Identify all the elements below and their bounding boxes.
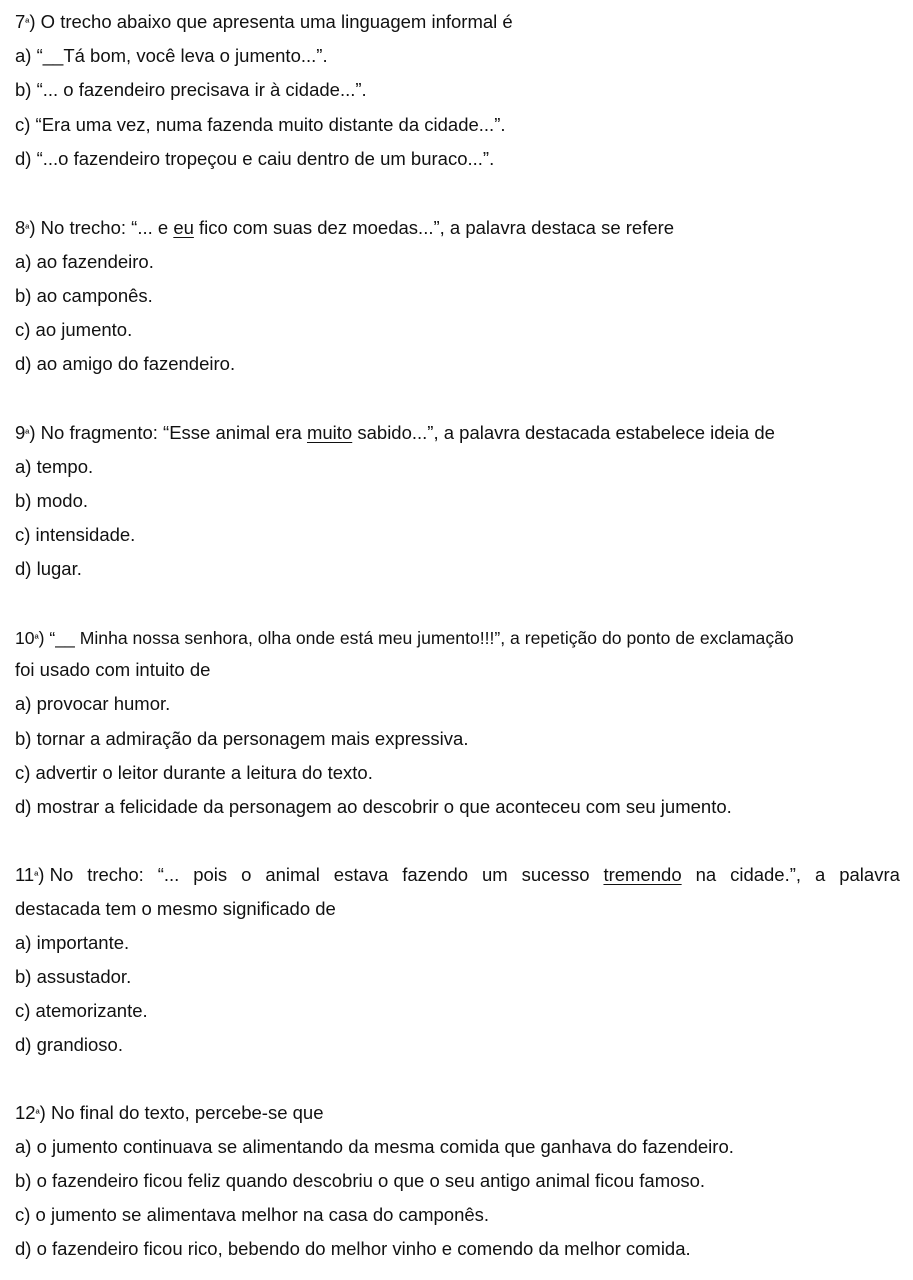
question-8-prompt: $8^ª$) No trecho: “... e eu fico com suas dez moedas...”, a palavra destaca se refere (15, 217, 675, 238)
highlighted-word: eu (173, 217, 194, 238)
question-12-option-b: b) o fazendeiro ficou feliz quando descobriu o que o seu antigo animal ficou famoso. (15, 1170, 706, 1191)
question-9-option-b: b) modo. (15, 490, 89, 511)
question-8-option-a: a) ao fazendeiro. (15, 251, 154, 272)
question-11-prompt-continued: destacada tem o mesmo significado de (15, 898, 336, 919)
question-9-prompt: $9^ª$) No fragmento: “Esse animal era muito sabido...”, a palavra destacada estabelece ideia de (15, 422, 775, 443)
question-12-prompt: $12^ª$) No final do texto, percebe-se que (15, 1102, 324, 1123)
question-9-option-a: a) tempo. (15, 456, 94, 477)
question-10-option-d: d) mostrar a felicidade da personagem ao descobrir o que aconteceu com seu jumento. (15, 796, 732, 817)
question-11-option-a: a) importante. (15, 932, 130, 953)
question-8-option-c: c) ao jumento. (15, 319, 133, 340)
highlighted-word: muito (306, 422, 353, 443)
question-10-option-c: c) advertir o leitor durante a leitura do texto. (15, 762, 373, 783)
question-9-option-c: c) intensidade. (15, 524, 136, 545)
question-7-option-c: c) “Era uma vez, numa fazenda muito distante da cidade...”. (15, 114, 506, 135)
highlighted-word: tremendo (603, 864, 682, 885)
question-12-option-c: c) o jumento se alimentava melhor na casa do camponês. (15, 1204, 490, 1225)
question-8-option-b: b) ao camponês. (15, 285, 153, 306)
question-11-option-b: b) assustador. (15, 966, 132, 987)
question-9-option-d: d) lugar. (15, 558, 82, 579)
question-7-option-d: d) “...o fazendeiro tropeçou e caiu dentro de um buraco...”. (15, 148, 495, 169)
question-11-option-c: c) atemorizante. (15, 1000, 148, 1021)
question-7-prompt: $7^ª$) O trecho abaixo que apresenta uma linguagem informal é (15, 11, 513, 32)
question-11-option-d: d) grandioso. (15, 1034, 123, 1055)
question-8-option-d: d) ao amigo do fazendeiro. (15, 353, 236, 374)
question-12-option-a: a) o jumento continuava se alimentando da mesma comida que ganhava do fazendeiro. (15, 1136, 734, 1157)
question-10-option-a: a) provocar humor. (15, 693, 171, 714)
question-12-option-d: d) o fazendeiro ficou rico, bebendo do melhor vinho e comendo da melhor comida. (15, 1238, 691, 1259)
question-10-prompt: $10^ª$) “__ Minha nossa senhora, olha onde está meu jumento!!!”, a repetição do ponto de exclamação (15, 628, 794, 648)
question-10-option-b: b) tornar a admiração da personagem mais expressiva. (15, 728, 469, 749)
question-11-prompt: $11^ª$) No trecho: “... pois o animal estava fazendo um sucesso tremendo na cidade.”, a palavra (15, 863, 900, 890)
question-7-option-a: a) “__Tá bom, você leva o jumento...”. (15, 45, 328, 66)
question-10-prompt-continued: foi usado com intuito de (15, 659, 211, 680)
question-7-option-b: b) “... o fazendeiro precisava ir à cidade...”. (15, 79, 367, 100)
